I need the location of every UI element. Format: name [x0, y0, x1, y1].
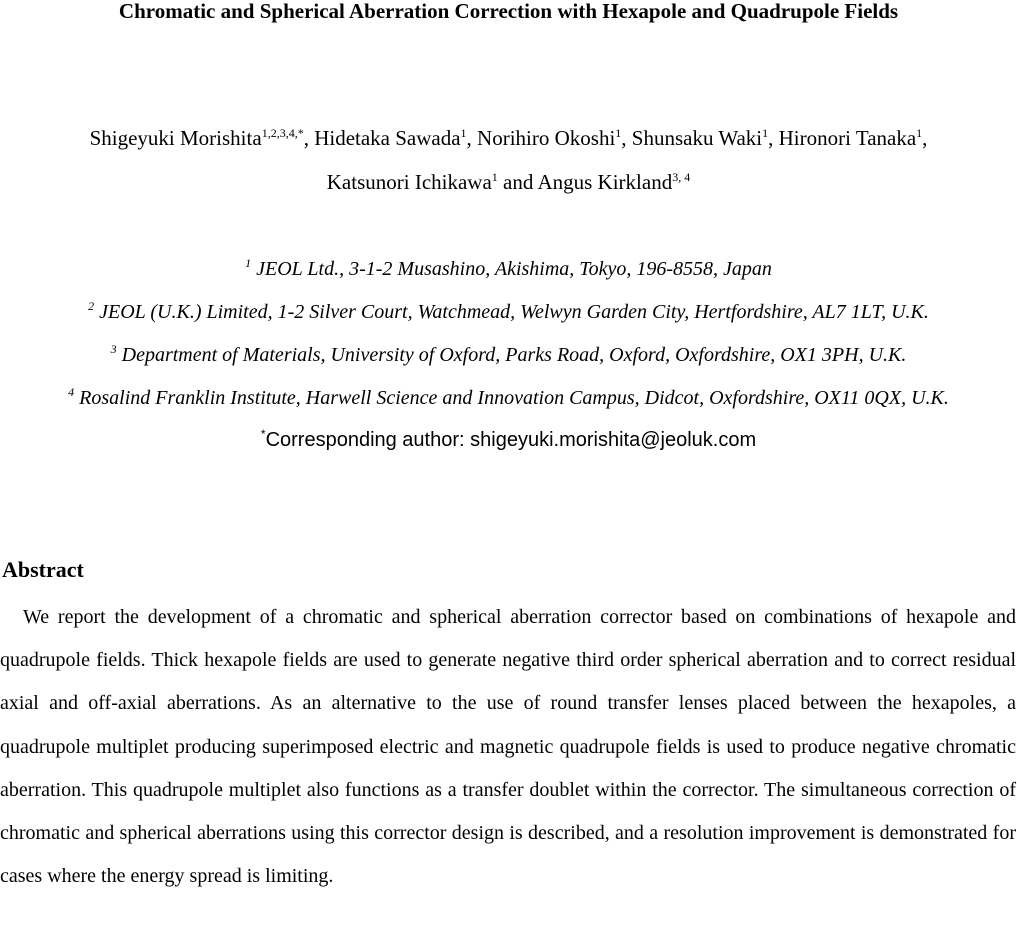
affiliation-number: 2 — [88, 299, 95, 313]
affiliation-1 — [0, 255, 1017, 283]
corresponding-email[interactable]: shigeyuki.morishita@jeoluk.com — [470, 429, 757, 451]
author-separator: , — [768, 126, 779, 150]
affiliation-text: Department of Materials, University of Oxford, Parks Road, Oxford, Oxfordshire, OX1 3PH, U.K. — [116, 344, 907, 366]
affiliation-text: Rosalind Franklin Institute, Harwell Science and Innovation Campus, Didcot, Oxfordshire, OX11 0QX, U.K. — [74, 387, 949, 409]
affiliation-number: 4 — [68, 385, 75, 399]
author-name: Shigeyuki Morishita — [89, 126, 262, 150]
author-name: Katsunori Ichikawa — [326, 170, 492, 194]
author-name: Angus Kirkland — [537, 170, 673, 194]
author-name: Shunsaku Waki — [631, 126, 763, 150]
paper-title: Chromatic and Spherical Aberration Correction with Hexapole and Quadrupole Fields — [118, 0, 899, 23]
author-affiliation-marks: 3, 4 — [672, 170, 691, 184]
author-affiliation-marks: 1 — [762, 126, 769, 140]
corresponding-label: Corresponding author: — [265, 429, 471, 451]
author-separator: , — [466, 126, 478, 150]
affiliation-number: 3 — [110, 342, 117, 356]
author-line-2 — [0, 168, 1017, 196]
affiliation-text: JEOL (U.K.) Limited, 1-2 Silver Court, Watchmead, Welwyn Garden City, Hertfordshire, AL7 1LT, U.K. — [94, 301, 929, 323]
author-line-1 — [0, 124, 1017, 152]
abstract-body: We report the development of a chromatic and spherical aberration corrector based on combinations of hexapole and quadrupole fields. Thick hexapole fields are used to generate negative third order spherical aberration and to correct residual axial and off-axial aberrations. As an alternative to the use of round transfer lenses placed between the hexapoles, a quadrupole multiplet producing superimposed electric and magnetic quadrupole fields is used to produce negative chromatic aberration. This quadrupole multiplet also functions as a transfer doublet within the corrector. The simultaneous correction of chromatic and spherical aberrations using this corrector design is described, and a resolution improvement is demonstrated for cases where the energy spread is limiting. — [0, 606, 1016, 888]
author-affiliation-marks: 1 — [491, 170, 498, 184]
author-separator: , — [303, 126, 315, 150]
affiliation-3 — [0, 341, 1017, 369]
author-separator: , — [922, 126, 928, 150]
affiliation-text: JEOL Ltd., 3-1-2 Musashino, Akishima, Tokyo, 196-8558, Japan — [251, 258, 772, 280]
affiliation-4 — [0, 384, 1017, 412]
corresponding-mark: * — [260, 427, 266, 441]
affiliation-number: 1 — [245, 256, 252, 270]
author-affiliation-marks: 1,2,3,4,* — [261, 126, 304, 140]
affiliation-2 — [0, 298, 1017, 326]
author-name: Hironori Tanaka — [778, 126, 917, 150]
author-name: Hidetaka Sawada — [314, 126, 461, 150]
author-affiliation-marks: 1 — [916, 126, 923, 140]
author-name: Norihiro Okoshi — [477, 126, 616, 150]
author-separator: and — [497, 170, 538, 194]
author-affiliation-marks: 1 — [460, 126, 467, 140]
author-affiliation-marks: 1 — [615, 126, 622, 140]
corresponding-author — [0, 426, 1017, 454]
abstract-heading: Abstract — [2, 557, 84, 582]
author-separator: , — [621, 126, 632, 150]
